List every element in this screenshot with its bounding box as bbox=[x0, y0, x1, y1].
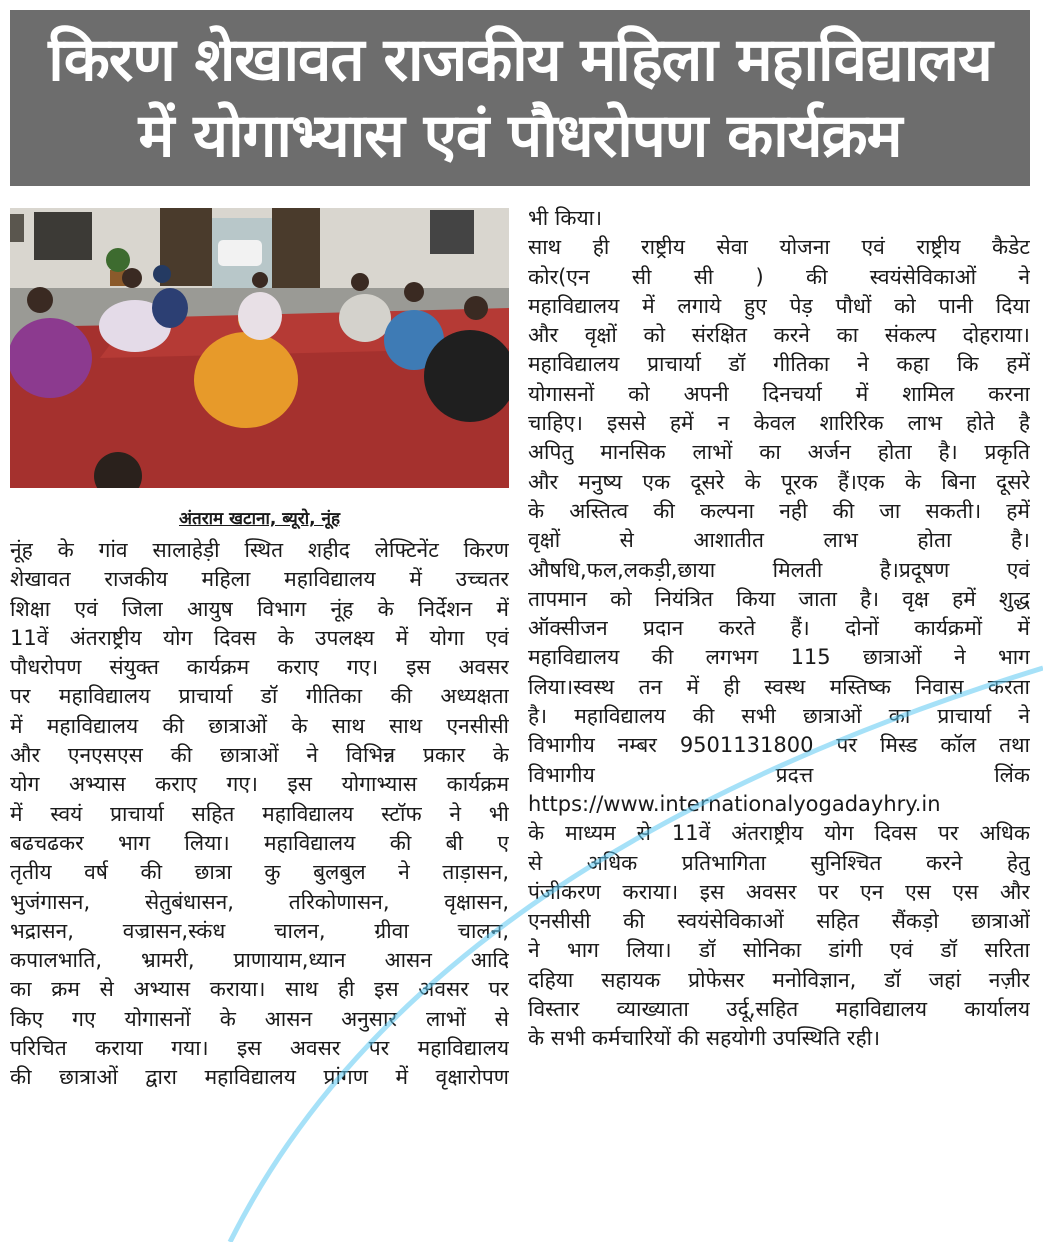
text-line: से अधिक प्रतिभागिता सुनिश्चित करने हेतु bbox=[528, 850, 1030, 875]
text-line: कपालभाति, भ्रामरी, प्राणायाम,ध्यान आसन आदि bbox=[10, 948, 509, 973]
text-line: की छात्राओं द्वारा महाविद्यालय प्रांगण में वृक्षारोपण bbox=[10, 1065, 509, 1090]
text-line: पंजीकरण कराया। इस अवसर पर एन एस एस और bbox=[528, 879, 1030, 904]
text-line: साथ ही राष्ट्रीय सेवा योजना एवं राष्ट्रीय कैडेट bbox=[528, 235, 1030, 260]
yoga-session-photo bbox=[10, 208, 509, 488]
headline-line-1: किरण शेखावत राजकीय महिला महाविद्यालय bbox=[48, 25, 992, 95]
text-line: भद्रासन, वज्रासन,स्कंध चालन, ग्रीवा चालन, bbox=[10, 918, 509, 943]
text-line: विभागीय नम्बर 9501131800 पर मिस्ड कॉल तथा bbox=[528, 733, 1030, 758]
text-line: एनसीसी की स्वयंसेविकाओं सहित सैंकड़ो छात्राओं bbox=[528, 909, 1030, 934]
text-line: नूंह के गांव सालाहेड़ी स्थित शहीद लेफ्टिनेंट किरण bbox=[10, 538, 509, 562]
text-line: विस्तार व्याख्याता उर्दू,सहित महाविद्यालय कार्यालय bbox=[528, 997, 1030, 1022]
text-line: किए गए योगासनों के आसन अनुसार लाभों से bbox=[10, 1006, 509, 1031]
text-line: में स्वयं प्राचार्या सहित महाविद्यालय स्टॉफ ने भी bbox=[10, 801, 509, 826]
text-line: में महाविद्यालय की छात्राओं के साथ साथ एनसीसी bbox=[10, 713, 509, 738]
text-line: https://www.internationalyogadayhry.in bbox=[528, 791, 941, 816]
text-line: दहिया सहायक प्रोफेसर मनोविज्ञान, डॉ जहां नज़ीर bbox=[528, 967, 1030, 992]
text-line: है। महाविद्यालय की सभी छात्राओं का प्राचार्या ने bbox=[528, 704, 1030, 729]
article-right-column bbox=[528, 204, 1030, 1054]
text-line: योग अभ्यास कराए गए। इस योगाभ्यास कार्यक्रम bbox=[10, 772, 509, 797]
text-line: कोर(एन सी सी ) की स्वयंसेविकाओं ने bbox=[528, 264, 1030, 289]
text-line: योगासनों को अपनी दिनचर्या में शामिल करना bbox=[528, 381, 1030, 406]
text-line: तापमान को नियंत्रित किया जाता है। वृक्ष हमें शुद्ध bbox=[528, 586, 1030, 611]
text-line: का क्रम से अभ्यास कराया। साथ ही इस अवसर पर bbox=[10, 977, 509, 1002]
headline-banner bbox=[10, 10, 1030, 186]
text-line: के माध्यम से 11वें अंतराष्ट्रीय योग दिवस पर अधिक bbox=[528, 821, 1030, 846]
text-line: विभागीय प्रदत्त लिंक bbox=[528, 762, 1030, 787]
text-line: के सभी कर्मचारियों की सहयोगी उपस्थिति रही। bbox=[528, 1026, 881, 1051]
byline: अंतराम खटाना, ब्यूरो, नूंह bbox=[179, 509, 340, 529]
text-line: अपितु मानसिक लाभों का अर्जन होता है। प्रकृति bbox=[528, 440, 1030, 465]
text-line: पौधरोपण संयुक्त कार्यक्रम कराए गए। इस अवसर bbox=[10, 655, 509, 680]
text-line: ने भाग लिया। डॉ सोनिका डांगी एवं डॉ सरिता bbox=[528, 938, 1030, 963]
text-line: के अस्तित्व की कल्पना नही की जा सकती। हमें bbox=[528, 498, 1030, 523]
text-line: और मनुष्य एक दूसरे के पूरक हैं।एक के बिना दूसरे bbox=[528, 469, 1030, 494]
text-line: ऑक्सीजन प्रदान करते हैं। दोनों कार्यक्रमों में bbox=[528, 616, 1030, 641]
text-line: भी किया। bbox=[528, 206, 603, 230]
yoga-photo-illustration bbox=[10, 208, 509, 488]
text-line: परिचित कराया गया। इस अवसर पर महाविद्यालय bbox=[10, 1036, 509, 1061]
text-line: शिक्षा एवं जिला आयुष विभाग नूंह के निर्देशन में bbox=[10, 596, 509, 621]
text-line: लिया।स्वस्थ तन में ही स्वस्थ मस्तिष्क निवास करता bbox=[528, 674, 1030, 699]
text-line: भुजंगासन, सेतुबंधासन, तरिकोणासन, वृक्षासन, bbox=[10, 889, 509, 914]
text-line: 11वें अंतराष्ट्रीय योग दिवस के उपलक्ष्य में योगा एवं bbox=[10, 625, 509, 650]
text-line: बढचढकर भाग लिया। महाविद्यालय की बी ए bbox=[10, 830, 509, 855]
text-line: चाहिए। इससे हमें न केवल शारिरिक लाभ होते है bbox=[528, 411, 1030, 436]
text-line: महाविद्यालय की लगभग 115 छात्राओं ने भाग bbox=[528, 645, 1030, 670]
text-line: तृतीय वर्ष की छात्रा कु बुलबुल ने ताड़ासन, bbox=[10, 860, 509, 885]
headline-line-2: में योगाभ्यास एवं पौधरोपण कार्यक्रम bbox=[138, 101, 902, 171]
text-line: और एनएसएस की छात्राओं ने विभिन्न प्रकार के bbox=[10, 743, 509, 768]
text-line: शेखावत राजकीय महिला महाविद्यालय में उच्चतर bbox=[10, 567, 509, 592]
article-left-column bbox=[10, 536, 509, 1093]
text-line: पर महाविद्यालय प्राचार्या डॉ गीतिका की अध्यक्षता bbox=[10, 684, 509, 709]
text-line: महाविद्यालय प्राचार्या डॉ गीतिका ने कहा कि हमें bbox=[528, 352, 1030, 377]
text-line: महाविद्यालय में लगाये हुए पेड़ पौधों को पानी दिया bbox=[528, 293, 1030, 318]
text-line: औषधि,फल,लकड़ी,छाया मिलती है।प्रदूषण एवं bbox=[528, 557, 1030, 582]
text-line: वृक्षों से आशातीत लाभ होता है। bbox=[528, 528, 1030, 553]
text-line: और वृक्षों को संरक्षित करने का संकल्प दोहराया। bbox=[528, 323, 1030, 348]
